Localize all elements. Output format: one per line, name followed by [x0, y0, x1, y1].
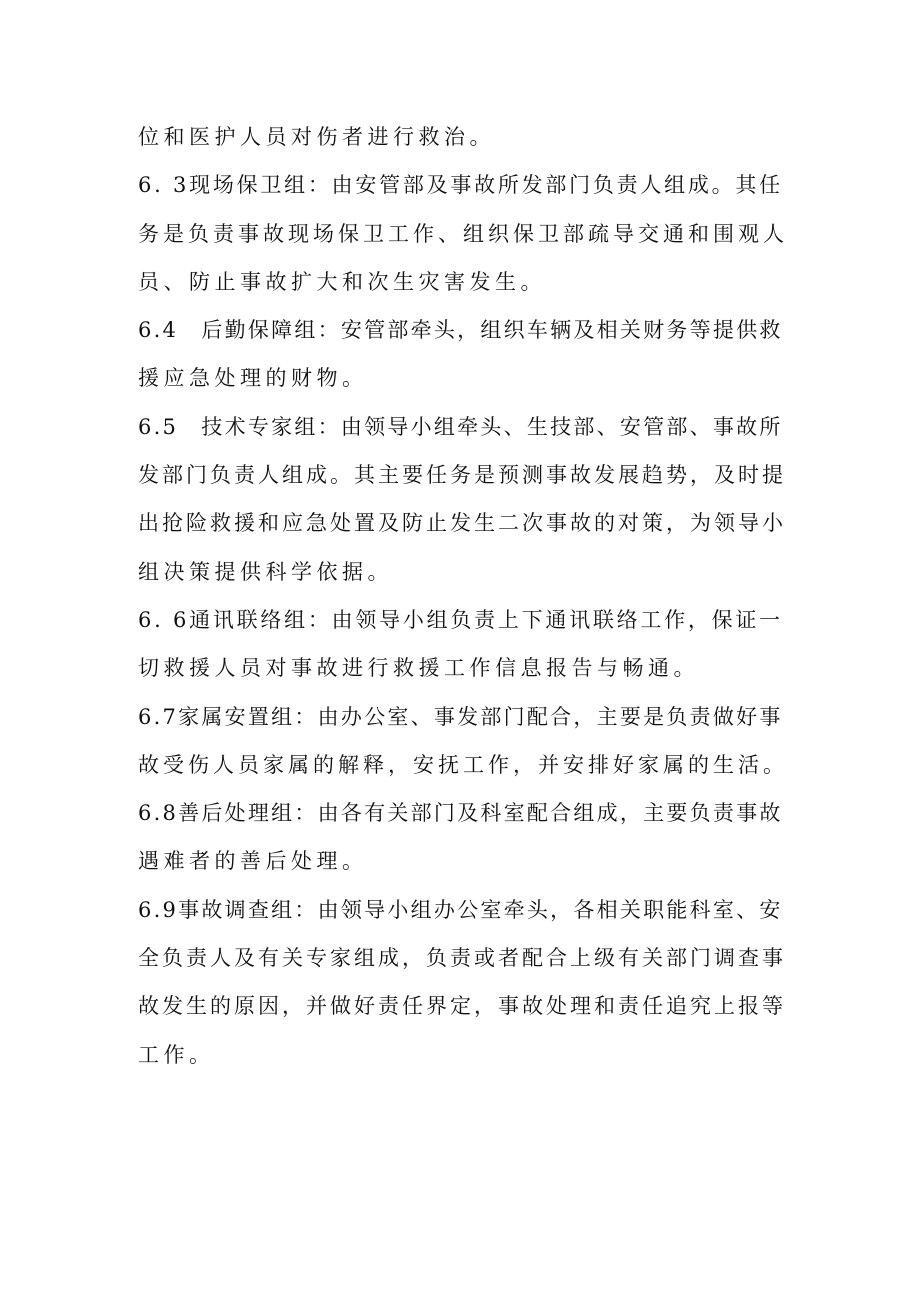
- text-line: 6. 6通讯联络组：由领导小组负责上下通讯联络工作，保证一: [138, 607, 783, 632]
- text-line: 6. 3现场保卫组：由安管部及事故所发部门负责人组成。其任: [138, 173, 783, 198]
- text-line: 员、防止事故扩大和次生灾害发生。: [138, 269, 546, 294]
- text-line: 6.9事故调查组：由领导小组办公室牵头，各相关职能科室、安: [138, 897, 783, 922]
- text-line: 6.4 后勤保障组：安管部牵头，组织车辆及相关财务等提供救: [138, 318, 783, 343]
- document-body: [138, 113, 788, 1079]
- text-line: 位和医护人员对伤者进行救治。: [138, 125, 495, 149]
- text-line: 组决策提供科学依据。: [138, 559, 393, 584]
- text-line: 务是负责事故现场保卫工作、组织保卫部疏导交通和围观人: [138, 221, 788, 246]
- text-line: 6.7家属安置组：由办公室、事发部门配合，主要是负责做好事: [138, 704, 783, 729]
- text-line: 切救援人员对事故进行救援工作信息报告与畅通。: [138, 656, 699, 681]
- text-line: 故发生的原因，并做好责任界定，事故处理和责任追究上报等: [138, 994, 786, 1019]
- text-line: 出抢险救援和应急处置及防止发生二次事故的对策，为领导小: [138, 511, 786, 536]
- text-line: 6.8善后处理组：由各有关部门及科室配合组成，主要负责事故: [138, 801, 783, 826]
- text-line: 遇难者的善后处理。: [138, 849, 368, 874]
- text-line: 工作。: [138, 1042, 215, 1067]
- text-line: 6.5 技术专家组：由领导小组牵头、生技部、安管部、事故所: [138, 414, 783, 439]
- text-line: 全负责人及有关专家组成，负责或者配合上级有关部门调查事: [138, 946, 786, 971]
- text-line: 发部门负责人组成。其主要任务是预测事故发展趋势，及时提: [138, 463, 786, 488]
- text-line: 援应急处理的财物。: [138, 366, 368, 391]
- text-line: 故受伤人员家属的解释，安抚工作，并安排好家属的生活。: [138, 752, 788, 777]
